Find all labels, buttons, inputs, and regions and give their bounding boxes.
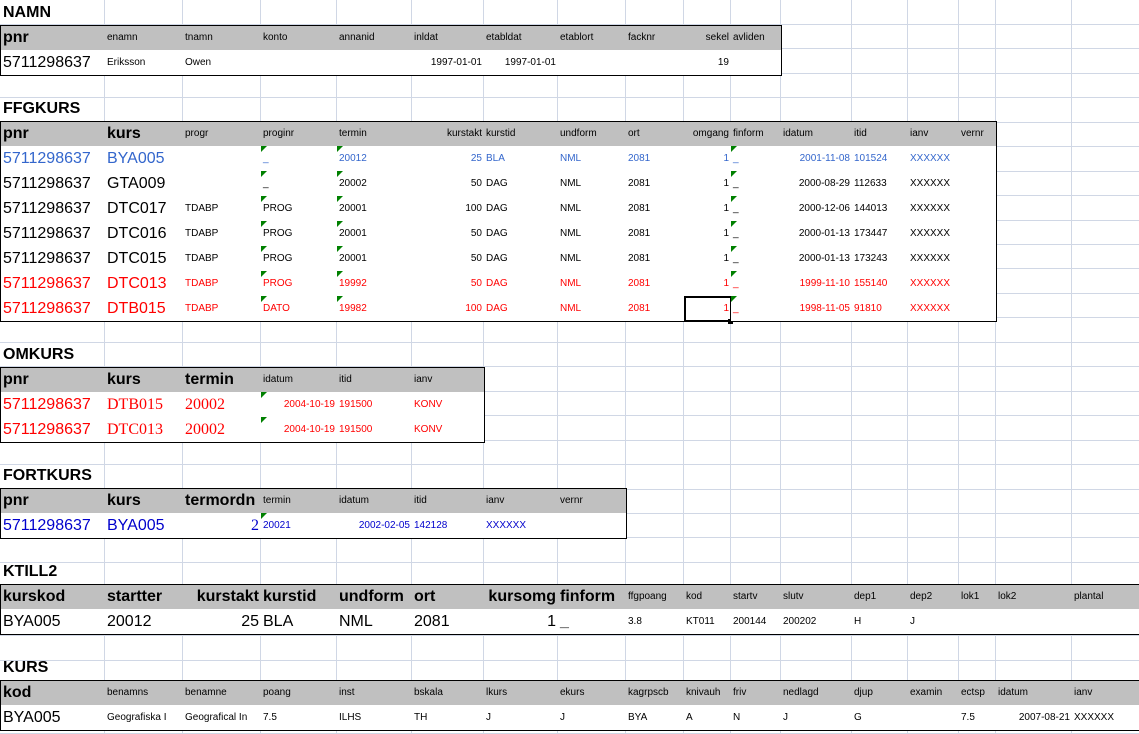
namn-header-inldat[interactable]: inldat [412, 25, 485, 51]
ffgkurs-cell-ianv[interactable]: XXXXXX [908, 271, 960, 297]
omkurs-cell-pnr[interactable]: 5711298637 [0, 417, 106, 443]
ffgkurs-cell-kurstakt[interactable]: 50 [412, 246, 485, 272]
ffgkurs-cell-pnr[interactable]: 5711298637 [0, 271, 106, 297]
ffgkurs-cell-undform[interactable]: NML [558, 271, 627, 297]
ffgkurs-cell-ianv[interactable]: XXXXXX [908, 171, 960, 197]
ffgkurs-cell-undform[interactable]: NML [558, 146, 627, 172]
omkurs-header-pnr[interactable]: pnr [0, 367, 106, 393]
kurs-header-djup[interactable]: djup [852, 680, 909, 706]
kurs-header-bskala[interactable]: bskala [412, 680, 485, 706]
ffgkurs-header-idatum[interactable]: idatum [781, 121, 853, 147]
ktill2-cell-lok1[interactable] [959, 609, 997, 635]
ffgkurs-cell-ort[interactable]: 2081 [626, 246, 685, 272]
ffgkurs-cell-kurs[interactable]: BYA005 [105, 146, 184, 172]
ffgkurs-cell-vernr[interactable] [959, 296, 997, 322]
ffgkurs-cell-progr[interactable] [183, 146, 262, 172]
ffgkurs-cell-termin[interactable]: 19982 [337, 296, 413, 322]
ffgkurs-cell-omgang[interactable]: 1 [684, 171, 732, 197]
kurs-cell-benamne[interactable]: Geografical In [183, 705, 262, 731]
ffgkurs-cell-ort[interactable]: 2081 [626, 271, 685, 297]
ktill2-header-slutv[interactable]: slutv [781, 584, 853, 610]
kurs-cell-djup[interactable]: G [852, 705, 909, 731]
ffgkurs-header-undform[interactable]: undform [558, 121, 627, 147]
ffgkurs-cell-proginr[interactable]: DATO [261, 296, 338, 322]
ffgkurs-cell-vernr[interactable] [959, 246, 997, 272]
ffgkurs-cell-idatum[interactable]: 1998-11-05 [781, 296, 853, 322]
ffgkurs-cell-kurs[interactable]: DTC017 [105, 196, 184, 222]
title-ktill2: KTILL2 [3, 563, 58, 580]
ffgkurs-cell-pnr[interactable]: 5711298637 [0, 296, 106, 322]
ffgkurs-cell-pnr[interactable]: 5711298637 [0, 171, 106, 197]
kurs-cell-benamns[interactable]: Geografiska I [105, 705, 184, 731]
ktill2-cell-kod[interactable]: KT011 [684, 609, 732, 635]
ffgkurs-cell-proginr[interactable]: PROG [261, 196, 338, 222]
ffgkurs-cell-itid[interactable]: 101524 [852, 146, 909, 172]
ffgkurs-cell-ort[interactable]: 2081 [626, 171, 685, 197]
ktill2-cell-kurstakt[interactable]: 25 [183, 609, 262, 635]
omkurs-header-ianv[interactable]: ianv [412, 367, 485, 393]
ffgkurs-cell-kurstid[interactable]: DAG [484, 271, 559, 297]
title-ffgkurs: FFGKURS [3, 100, 81, 117]
ffgkurs-cell-omgang[interactable]: 1 [684, 146, 732, 172]
kurs-header-ekurs[interactable]: ekurs [558, 680, 627, 706]
namn-cell-sekel[interactable]: 19 [684, 50, 732, 76]
ffgkurs-cell-kurs[interactable]: DTB015 [105, 296, 184, 322]
ffgkurs-header-proginr[interactable]: proginr [261, 121, 338, 147]
fortkurs-header-termin[interactable]: termin [261, 488, 338, 514]
ffgkurs-cell-itid[interactable]: 91810 [852, 296, 909, 322]
ktill2-cell-kurskod[interactable]: BYA005 [0, 609, 106, 635]
namn-header-tnamn[interactable]: tnamn [183, 25, 262, 51]
ffgkurs-cell-vernr[interactable] [959, 221, 997, 247]
namn-header-konto[interactable]: konto [261, 25, 338, 51]
ffgkurs-cell-ort[interactable]: 2081 [626, 196, 685, 222]
ffgkurs-cell-proginr[interactable]: PROG [261, 246, 338, 272]
ffgkurs-cell-termin[interactable]: 20001 [337, 196, 413, 222]
ffgkurs-header-omgang[interactable]: omgang [684, 121, 732, 147]
ffgkurs-cell-ort[interactable]: 2081 [626, 221, 685, 247]
ffgkurs-cell-ianv[interactable]: XXXXXX [908, 196, 960, 222]
ffgkurs-cell-termin[interactable]: 20001 [337, 221, 413, 247]
ffgkurs-header-pnr[interactable]: pnr [0, 121, 106, 147]
ffgkurs-cell-undform[interactable]: NML [558, 246, 627, 272]
ffgkurs-cell-ort[interactable]: 2081 [626, 146, 685, 172]
ktill2-header-kod[interactable]: kod [684, 584, 732, 610]
fortkurs-header-vernr[interactable]: vernr [558, 488, 627, 514]
ktill2-header-ort[interactable]: ort [412, 584, 485, 610]
ktill2-cell-lok2[interactable] [996, 609, 1073, 635]
ffgkurs-cell-idatum[interactable]: 2000-12-06 [781, 196, 853, 222]
kurs-cell-ekurs[interactable]: J [558, 705, 627, 731]
kurs-cell-ectsp[interactable]: 7.5 [959, 705, 997, 731]
ffgkurs-cell-idatum[interactable]: 2000-01-13 [781, 221, 853, 247]
ffgkurs-cell-ianv[interactable]: XXXXXX [908, 146, 960, 172]
kurs-cell-friv[interactable]: N [731, 705, 782, 731]
ffgkurs-cell-finform[interactable]: _ [731, 146, 782, 172]
ffgkurs-header-kurstakt[interactable]: kurstakt [412, 121, 485, 147]
ktill2-cell-dep1[interactable]: H [852, 609, 909, 635]
ffgkurs-cell-kurstid[interactable]: DAG [484, 221, 559, 247]
ffgkurs-cell-kurstakt[interactable]: 25 [412, 146, 485, 172]
namn-header-facknr[interactable]: facknr [626, 25, 685, 51]
ffgkurs-cell-kurstakt[interactable]: 50 [412, 171, 485, 197]
ffgkurs-cell-undform[interactable]: NML [558, 196, 627, 222]
namn-cell-enamn[interactable]: Eriksson [105, 50, 184, 76]
fortkurs-header-kurs[interactable]: kurs [105, 488, 184, 514]
fortkurs-header-idatum[interactable]: idatum [337, 488, 413, 514]
ffgkurs-cell-termin[interactable]: 19992 [337, 271, 413, 297]
fortkurs-cell-pnr[interactable]: 5711298637 [0, 513, 106, 539]
ktill2-header-undform[interactable]: undform [337, 584, 413, 610]
ffgkurs-cell-progr[interactable]: TDABP [183, 196, 262, 222]
ffgkurs-header-itid[interactable]: itid [852, 121, 909, 147]
kurs-header-benamns[interactable]: benamns [105, 680, 184, 706]
ktill2-cell-startter[interactable]: 20012 [105, 609, 184, 635]
ffgkurs-cell-omgang[interactable]: 1 [684, 221, 732, 247]
ktill2-cell-kurstid[interactable]: BLA [261, 609, 338, 635]
omkurs-cell-kurs[interactable]: DTC013 [105, 417, 184, 443]
ffgkurs-cell-ianv[interactable]: XXXXXX [908, 221, 960, 247]
ktill2-header-startv[interactable]: startv [731, 584, 782, 610]
ktill2-cell-kursomg[interactable]: 1 [484, 609, 559, 635]
ffgkurs-header-kurstid[interactable]: kurstid [484, 121, 559, 147]
ffgkurs-cell-idatum[interactable]: 2001-11-08 [781, 146, 853, 172]
ktill2-cell-undform[interactable]: NML [337, 609, 413, 635]
ffgkurs-cell-kurstakt[interactable]: 50 [412, 271, 485, 297]
ffgkurs-cell-kurstid[interactable]: DAG [484, 171, 559, 197]
namn-cell-facknr[interactable] [626, 50, 685, 76]
kurs-header-lkurs[interactable]: lkurs [484, 680, 559, 706]
ffgkurs-cell-itid[interactable]: 173447 [852, 221, 909, 247]
kurs-header-benamne[interactable]: benamne [183, 680, 262, 706]
title-namn: NAMN [3, 4, 51, 21]
fortkurs-header-itid[interactable]: itid [412, 488, 485, 514]
omkurs-cell-idatum[interactable]: 2004-10-19 [261, 417, 338, 443]
ffgkurs-cell-progr[interactable]: TDABP [183, 296, 262, 322]
ffgkurs-cell-kurs[interactable]: DTC013 [105, 271, 184, 297]
fortkurs-cell-kurs[interactable]: BYA005 [105, 513, 184, 539]
ffgkurs-header-vernr[interactable]: vernr [959, 121, 997, 147]
ffgkurs-cell-finform[interactable]: _ [731, 246, 782, 272]
ffgkurs-cell-finform[interactable]: _ [731, 296, 782, 322]
ffgkurs-cell-termin[interactable]: 20012 [337, 146, 413, 172]
omkurs-cell-ianv[interactable]: KONV [412, 392, 485, 418]
fortkurs-header-termordn[interactable]: termordn [183, 488, 262, 514]
fortkurs-cell-vernr[interactable] [558, 513, 627, 539]
ffgkurs-cell-itid[interactable]: 155140 [852, 271, 909, 297]
title-omkurs: OMKURS [3, 346, 75, 363]
kurs-header-friv[interactable]: friv [731, 680, 782, 706]
ffgkurs-cell-finform[interactable]: _ [731, 271, 782, 297]
ffgkurs-cell-kurstid[interactable]: DAG [484, 296, 559, 322]
kurs-cell-poang[interactable]: 7.5 [261, 705, 338, 731]
kurs-cell-kagrpscb[interactable]: BYA [626, 705, 685, 731]
ffgkurs-cell-itid[interactable]: 144013 [852, 196, 909, 222]
kurs-header-kagrpscb[interactable]: kagrpscb [626, 680, 685, 706]
ktill2-cell-ort[interactable]: 2081 [412, 609, 485, 635]
ffgkurs-cell-itid[interactable]: 112633 [852, 171, 909, 197]
namn-cell-annanid[interactable] [337, 50, 413, 76]
ffgkurs-cell-undform[interactable]: NML [558, 171, 627, 197]
ffgkurs-cell-kurs[interactable]: DTC015 [105, 246, 184, 272]
ffgkurs-cell-undform[interactable]: NML [558, 221, 627, 247]
ktill2-cell-slutv[interactable]: 200202 [781, 609, 853, 635]
namn-cell-etablort[interactable] [558, 50, 627, 76]
ffgkurs-cell-proginr[interactable]: PROG [261, 221, 338, 247]
kurs-header-ianv[interactable]: ianv [1072, 680, 1139, 706]
namn-cell-etabldat[interactable]: 1997-01-01 [484, 50, 559, 76]
omkurs-header-itid[interactable]: itid [337, 367, 413, 393]
kurs-header-knivauh[interactable]: knivauh [684, 680, 732, 706]
fortkurs-cell-itid[interactable]: 142128 [412, 513, 485, 539]
fortkurs-header-pnr[interactable]: pnr [0, 488, 106, 514]
namn-cell-konto[interactable] [261, 50, 338, 76]
ffgkurs-cell-vernr[interactable] [959, 271, 997, 297]
ffgkurs-header-finform[interactable]: finform [731, 121, 782, 147]
ktill2-header-startter[interactable]: startter [105, 584, 184, 610]
ktill2-header-kurstid[interactable]: kurstid [261, 584, 338, 610]
ktill2-header-finform[interactable]: finform [558, 584, 627, 610]
selected-cell[interactable]: 1 [684, 296, 732, 322]
namn-header-sekel[interactable]: sekel [684, 25, 732, 51]
ffgkurs-header-ianv[interactable]: ianv [908, 121, 960, 147]
kurs-header-idatum[interactable]: idatum [996, 680, 1073, 706]
namn-header-enamn[interactable]: enamn [105, 25, 184, 51]
kurs-cell-knivauh[interactable]: A [684, 705, 732, 731]
ffgkurs-cell-proginr[interactable]: PROG [261, 271, 338, 297]
omkurs-cell-termin[interactable]: 20002 [183, 417, 262, 443]
namn-cell-tnamn[interactable]: Owen [183, 50, 262, 76]
omkurs-cell-termin[interactable]: 20002 [183, 392, 262, 418]
ffgkurs-cell-omgang[interactable]: 1 [684, 246, 732, 272]
kurs-cell-idatum[interactable]: 2007-08-21 [996, 705, 1073, 731]
ffgkurs-cell-finform[interactable]: _ [731, 221, 782, 247]
ktill2-header-kurstakt[interactable]: kurstakt [183, 584, 262, 610]
ffgkurs-cell-ianv[interactable]: XXXXXX [908, 246, 960, 272]
namn-cell-inldat[interactable]: 1997-01-01 [412, 50, 485, 76]
ffgkurs-cell-progr[interactable]: TDABP [183, 246, 262, 272]
kurs-cell-inst[interactable]: ILHS [337, 705, 413, 731]
omkurs-header-idatum[interactable]: idatum [261, 367, 338, 393]
ktill2-cell-finform[interactable]: _ [558, 609, 627, 635]
ffgkurs-cell-omgang[interactable]: 1 [684, 196, 732, 222]
ktill2-header-dep1[interactable]: dep1 [852, 584, 909, 610]
fortkurs-cell-termordn[interactable]: 2 [183, 513, 262, 539]
omkurs-cell-idatum[interactable]: 2004-10-19 [261, 392, 338, 418]
ffgkurs-header-kurs[interactable]: kurs [105, 121, 184, 147]
ffgkurs-cell-progr[interactable]: TDABP [183, 271, 262, 297]
namn-header-avliden[interactable]: avliden [731, 25, 782, 51]
omkurs-header-termin[interactable]: termin [183, 367, 262, 393]
ffgkurs-cell-vernr[interactable] [959, 196, 997, 222]
ffgkurs-cell-proginr[interactable]: _ [261, 171, 338, 197]
ffgkurs-cell-ianv[interactable]: XXXXXX [908, 296, 960, 322]
omkurs-cell-kurs[interactable]: DTB015 [105, 392, 184, 418]
ktill2-header-ffgpoang[interactable]: ffgpoang [626, 584, 685, 610]
ffgkurs-cell-termin[interactable]: 20001 [337, 246, 413, 272]
ffgkurs-cell-kurstakt[interactable]: 50 [412, 221, 485, 247]
omkurs-cell-itid[interactable]: 191500 [337, 417, 413, 443]
fortkurs-cell-ianv[interactable]: XXXXXX [484, 513, 559, 539]
namn-header-annanid[interactable]: annanid [337, 25, 413, 51]
ffgkurs-cell-vernr[interactable] [959, 146, 997, 172]
ffgkurs-cell-kurstakt[interactable]: 100 [412, 296, 485, 322]
ffgkurs-cell-proginr[interactable]: _ [261, 146, 338, 172]
kurs-cell-examin[interactable] [908, 705, 960, 731]
kurs-cell-ianv[interactable]: XXXXXX [1072, 705, 1139, 731]
ffgkurs-cell-idatum[interactable]: 2000-08-29 [781, 171, 853, 197]
kurs-cell-bskala[interactable]: TH [412, 705, 485, 731]
ktill2-cell-dep2[interactable]: J [908, 609, 960, 635]
title-fortkurs: FORTKURS [3, 467, 92, 484]
kurs-cell-kod[interactable]: BYA005 [0, 705, 106, 731]
ffgkurs-cell-idatum[interactable]: 2000-01-13 [781, 246, 853, 272]
omkurs-cell-pnr[interactable]: 5711298637 [0, 392, 106, 418]
ffgkurs-cell-kurstid[interactable]: DAG [484, 196, 559, 222]
ffgkurs-header-termin[interactable]: termin [337, 121, 413, 147]
ffgkurs-cell-vernr[interactable] [959, 171, 997, 197]
ffgkurs-cell-pnr[interactable]: 5711298637 [0, 196, 106, 222]
namn-cell-pnr[interactable]: 5711298637 [0, 50, 106, 76]
namn-header-etablort[interactable]: etablort [558, 25, 627, 51]
ktill2-cell-plantal[interactable] [1072, 609, 1139, 635]
ktill2-cell-ffgpoang[interactable]: 3.8 [626, 609, 685, 635]
omkurs-cell-ianv[interactable]: KONV [412, 417, 485, 443]
kurs-header-poang[interactable]: poang [261, 680, 338, 706]
namn-cell-avliden[interactable] [731, 50, 782, 76]
kurs-cell-nedlagd[interactable]: J [781, 705, 853, 731]
ffgkurs-cell-ort[interactable]: 2081 [626, 296, 685, 322]
fortkurs-cell-termin[interactable]: 20021 [261, 513, 338, 539]
ffgkurs-cell-kurstakt[interactable]: 100 [412, 196, 485, 222]
ffgkurs-cell-finform[interactable]: _ [731, 196, 782, 222]
namn-header-pnr[interactable]: pnr [0, 25, 106, 51]
omkurs-cell-itid[interactable]: 191500 [337, 392, 413, 418]
kurs-header-inst[interactable]: inst [337, 680, 413, 706]
kurs-header-ectsp[interactable]: ectsp [959, 680, 997, 706]
ktill2-header-dep2[interactable]: dep2 [908, 584, 960, 610]
fortkurs-header-ianv[interactable]: ianv [484, 488, 559, 514]
ffgkurs-header-progr[interactable]: progr [183, 121, 262, 147]
ffgkurs-cell-finform[interactable]: _ [731, 171, 782, 197]
ktill2-header-lok1[interactable]: lok1 [959, 584, 997, 610]
omkurs-header-kurs[interactable]: kurs [105, 367, 184, 393]
ktill2-header-kurskod[interactable]: kurskod [0, 584, 106, 610]
ffgkurs-cell-pnr[interactable]: 5711298637 [0, 146, 106, 172]
fortkurs-cell-idatum[interactable]: 2002-02-05 [337, 513, 413, 539]
ffgkurs-cell-termin[interactable]: 20002 [337, 171, 413, 197]
ktill2-header-kursomg[interactable]: kursomg [484, 584, 559, 610]
ffgkurs-cell-kurs[interactable]: DTC016 [105, 221, 184, 247]
ffgkurs-cell-omgang[interactable]: 1 [684, 271, 732, 297]
ffgkurs-header-ort[interactable]: ort [626, 121, 685, 147]
kurs-cell-lkurs[interactable]: J [484, 705, 559, 731]
kurs-header-kod[interactable]: kod [0, 680, 106, 706]
ffgkurs-cell-itid[interactable]: 173243 [852, 246, 909, 272]
title-kurs: KURS [3, 659, 49, 676]
kurs-header-examin[interactable]: examin [908, 680, 960, 706]
ffgkurs-cell-progr[interactable]: TDABP [183, 221, 262, 247]
kurs-header-nedlagd[interactable]: nedlagd [781, 680, 853, 706]
ffgkurs-cell-progr[interactable] [183, 171, 262, 197]
ktill2-header-plantal[interactable]: plantal [1072, 584, 1139, 610]
ffgkurs-cell-kurstid[interactable]: DAG [484, 246, 559, 272]
ffgkurs-cell-kurs[interactable]: GTA009 [105, 171, 184, 197]
ffgkurs-cell-undform[interactable]: NML [558, 296, 627, 322]
ffgkurs-cell-pnr[interactable]: 5711298637 [0, 246, 106, 272]
ffgkurs-cell-pnr[interactable]: 5711298637 [0, 221, 106, 247]
namn-header-etabldat[interactable]: etabldat [484, 25, 559, 51]
ffgkurs-cell-idatum[interactable]: 1999-11-10 [781, 271, 853, 297]
ffgkurs-cell-kurstid[interactable]: BLA [484, 146, 559, 172]
ktill2-header-lok2[interactable]: lok2 [996, 584, 1073, 610]
ktill2-cell-startv[interactable]: 200144 [731, 609, 782, 635]
